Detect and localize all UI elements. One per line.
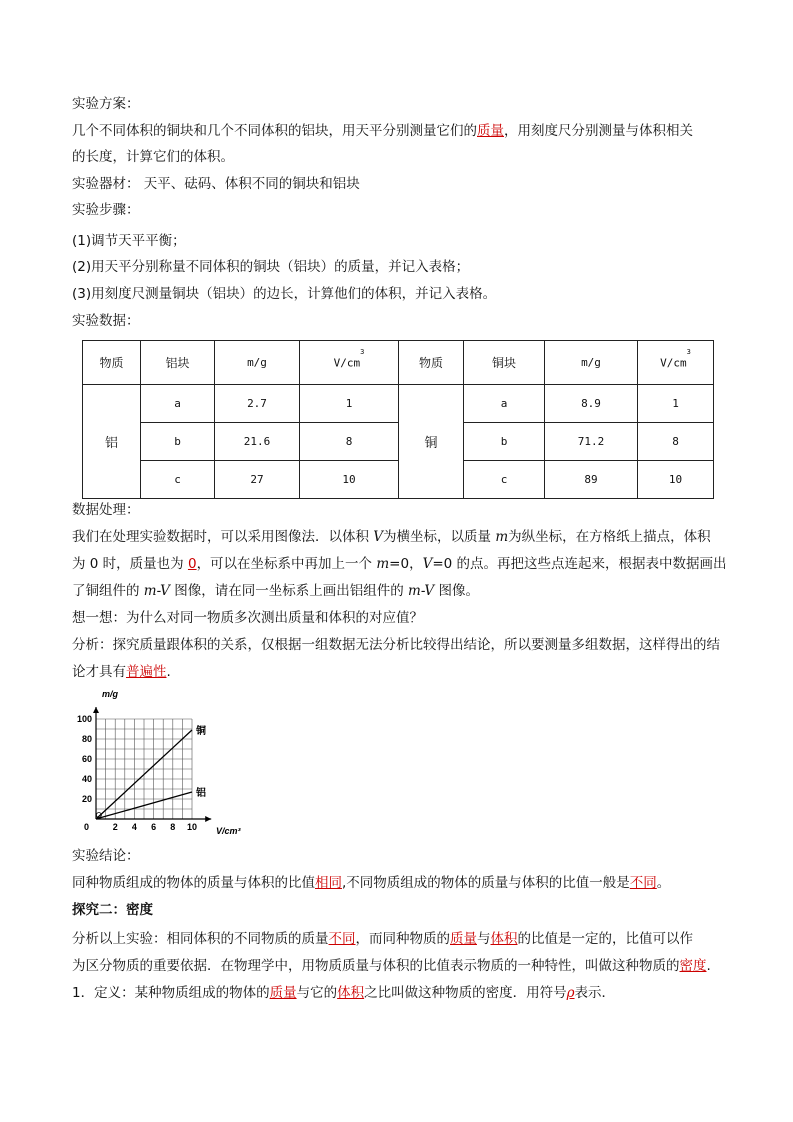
legend-label-aluminum: 铝 bbox=[196, 788, 206, 799]
x-tick-label: 4 bbox=[131, 822, 137, 832]
header-substance-al: 物质 bbox=[83, 341, 141, 385]
x-axis-arrow bbox=[205, 816, 211, 822]
substance-al: 铝 bbox=[83, 385, 141, 499]
header-mass-cu: m/g bbox=[545, 341, 638, 385]
think-question: 想一想：为什么对同一物质多次测出质量和体积的对应值？ bbox=[72, 610, 423, 626]
substance-cu: 铜 bbox=[399, 385, 464, 499]
data-table bbox=[82, 340, 714, 499]
analysis-line-2: 论才具有普遍性. bbox=[72, 664, 171, 680]
density-line-2: 为区分物质的重要依据．在物理学中，用物质质量与体积的比值表示物质的一种特性，叫做这种物质的密度. bbox=[72, 958, 711, 974]
origin-label: 0 bbox=[84, 822, 90, 832]
chart-ticks bbox=[77, 714, 197, 832]
y-axis-label: m/g bbox=[102, 689, 119, 699]
proc-line-1: 我们在处理实验数据时，可以采用图像法．以体积 V为横坐标，以质量 m为纵坐标，在方格纸上描点，体积 bbox=[72, 529, 711, 545]
y-tick-label: 100 bbox=[76, 714, 92, 724]
heading-plan: 实验方案： bbox=[72, 96, 140, 112]
density-line-1: 分析以上实验：相同体积的不同物质的质量不同，而同种物质的质量与体积的比值是一定的，比值可以作 bbox=[72, 931, 693, 947]
conclusion-line: 同种物质组成的物体的质量与体积的比值相同,不同物质组成的物体的质量与体积的比值一般是不同。 bbox=[72, 875, 671, 891]
heading-data: 实验数据： bbox=[72, 313, 140, 329]
x-tick-label: 6 bbox=[151, 822, 157, 832]
header-cu-block: 铜块 bbox=[464, 341, 545, 385]
y-tick-label: 80 bbox=[81, 734, 92, 744]
chart-grid bbox=[96, 719, 192, 819]
y-axis-arrow bbox=[93, 707, 99, 713]
step-2: (2)用天平分别称量不同体积的铜块（铝块）的质量，并记入表格； bbox=[72, 259, 470, 275]
table-row: b 21.6 8 b 71.2 8 bbox=[83, 423, 714, 461]
header-volume-al: $V/cm^3$ bbox=[300, 341, 399, 385]
proc-line-3: 了铜组件的 m-V 图像，请在同一坐标系上画出铝组件的 m-V 图像。 bbox=[72, 583, 479, 599]
header-substance-cu: 物质 bbox=[399, 341, 464, 385]
heading-conclusion: 实验结论： bbox=[72, 848, 140, 864]
analysis-line-1: 分析：探究质量跟体积的关系，仅根据一组数据无法分析比较得出结论，所以要测量多组数据，这样得出的结 bbox=[72, 637, 720, 653]
y-tick-label: 60 bbox=[81, 754, 92, 764]
heading-steps: 实验步骤： bbox=[72, 202, 140, 218]
header-mass-al: m/g bbox=[215, 341, 300, 385]
definition-line: 1．定义：某种物质组成的物体的质量与它的体积之比叫做这种物质的密度．用符号ρ表示． bbox=[72, 985, 616, 1001]
table-row: c 27 10 c 89 10 bbox=[83, 461, 714, 499]
header-volume-cu: $V/cm^3$ bbox=[638, 341, 714, 385]
x-axis-label: V/cm³ bbox=[216, 826, 241, 836]
section-2-title: 探究二：密度 bbox=[72, 902, 153, 918]
plan-line-1: 几个不同体积的铜块和几个不同体积的铝块，用天平分别测量它们的质量，用刻度尺分别测量与体积相关 bbox=[72, 123, 693, 139]
proc-line-2: 为 0 时，质量也为 0，可以在坐标系中再加上一个 m=0，V=0 的点。再把这些点连起来，根据表中数据画出 bbox=[72, 556, 727, 572]
step-3: (3)用刻度尺测量铜块（铝块）的边长，计算他们的体积，并记入表格。 bbox=[72, 286, 497, 302]
x-tick-label: 8 bbox=[170, 822, 176, 832]
plan-line-2: 的长度，计算它们的体积。 bbox=[72, 149, 234, 165]
y-tick-label: 20 bbox=[81, 794, 92, 804]
m-v-chart bbox=[68, 688, 258, 838]
x-tick-label: 2 bbox=[112, 822, 118, 832]
step-1: (1)调节天平平衡； bbox=[72, 233, 186, 249]
answer-mass: 质量 bbox=[477, 123, 504, 139]
header-al-block: 铝块 bbox=[141, 341, 215, 385]
table-row: 铝 a 2.7 1 铜 a 8.9 1 bbox=[83, 385, 714, 423]
chart-series bbox=[96, 724, 206, 819]
heading-processing: 数据处理： bbox=[72, 502, 140, 518]
legend-label-copper: 铜 bbox=[196, 726, 206, 737]
y-tick-label: 40 bbox=[81, 774, 92, 784]
x-tick-label: 10 bbox=[186, 822, 198, 832]
equipment-line: 实验器材： 天平、砝码、体积不同的铜块和铝块 bbox=[72, 176, 360, 192]
table-header-row bbox=[83, 341, 714, 385]
